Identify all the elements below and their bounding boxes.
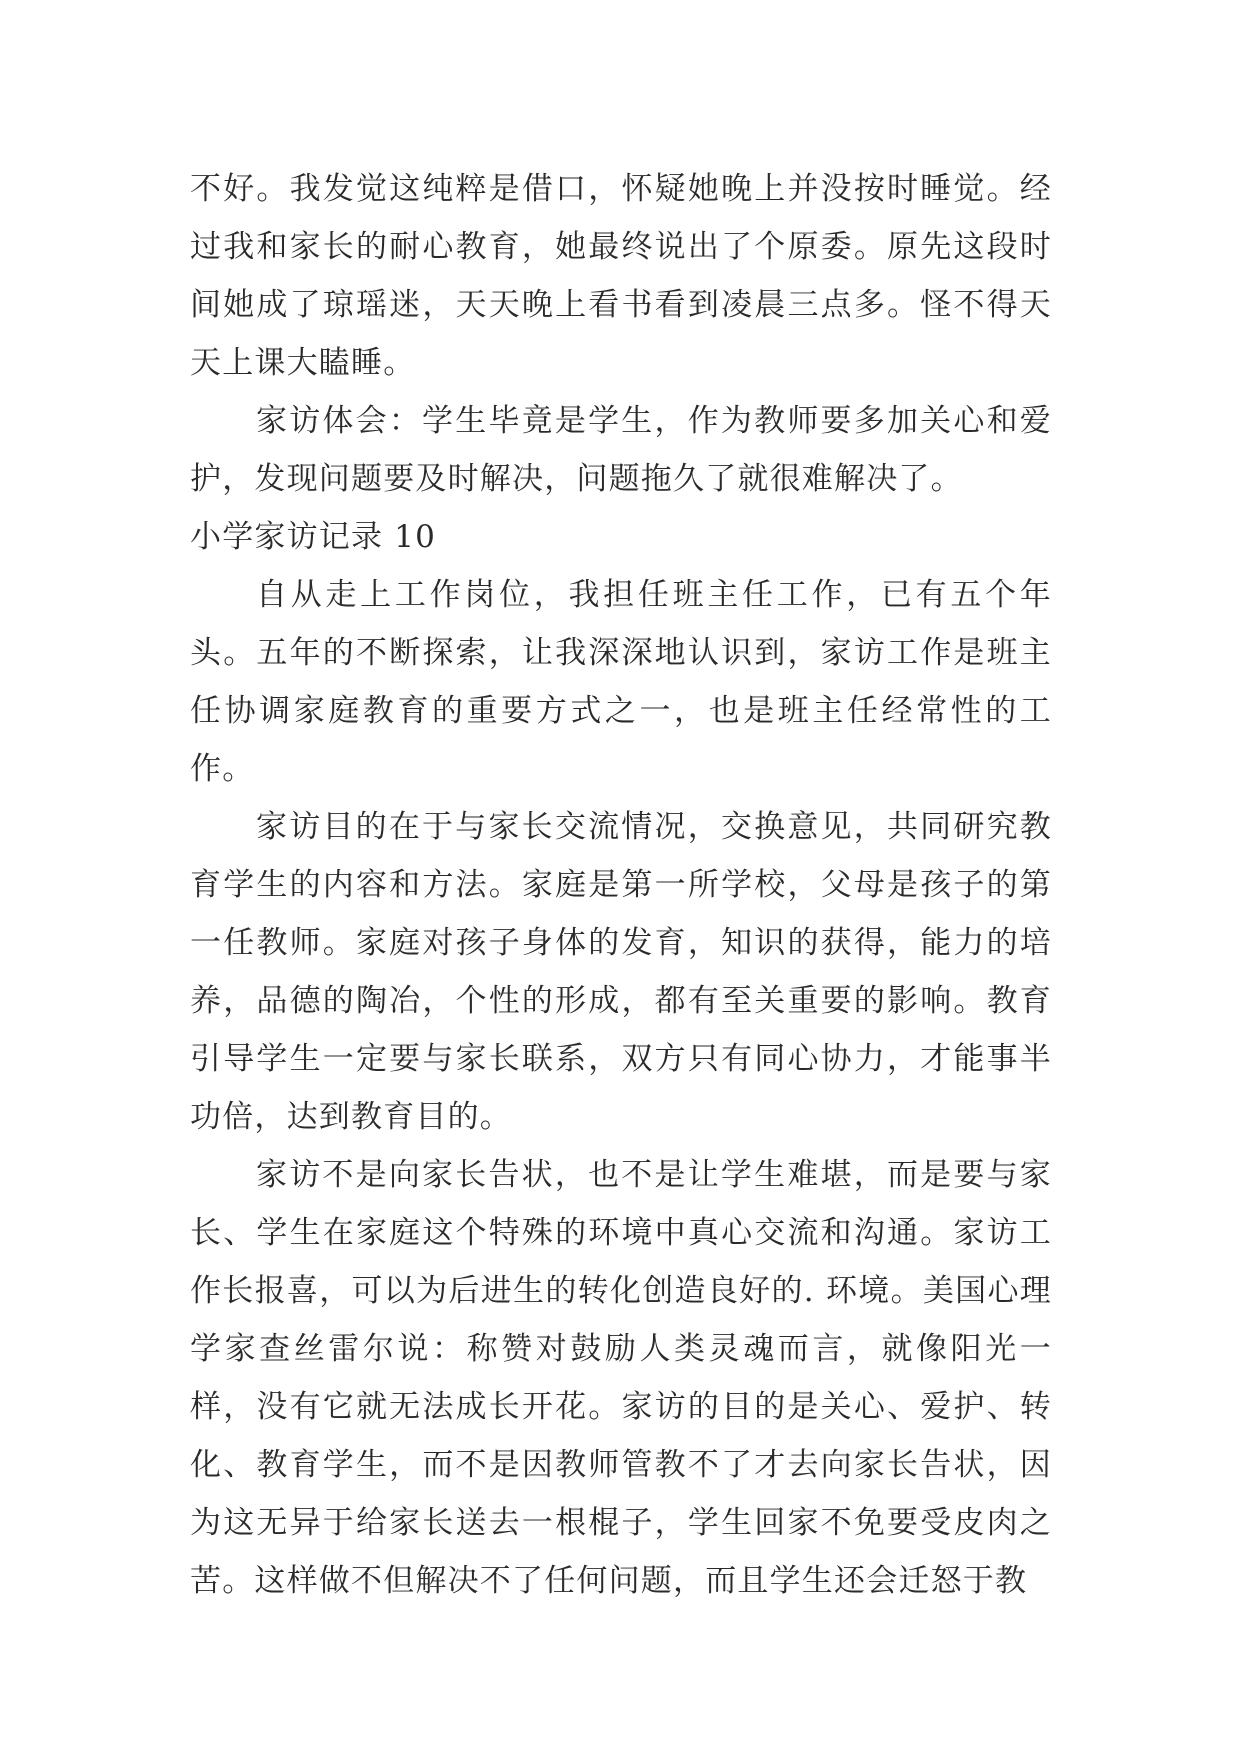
paragraph-purpose: 家访目的在于与家长交流情况，交换意见，共同研究教育学生的内容和方法。家庭是第一所学校，父母是孩子的第一任教师。家庭对孩子身体的发育，知识的获得，能力的培养，品德的陶冶，个性的形成，都有至关重要的影响。教育引导学生一定要与家长联系，双方只有同心协力，才能事半功倍，达到教育目的。 [190,809,1052,1135]
document-body [190,160,1052,1610]
section-title: 小学家访记录 10 [190,519,437,555]
paragraph-approach: 家访不是向家长告状，也不是让学生难堪，而是要与家长、学生在家庭这个特殊的环境中真心交流和沟通。家访工作长报喜，可以为后进生的转化创造良好的. 环境。美国心理学家查丝雷尔说：称赞对鼓励人类灵魂而言，就像阳光一样，没有它就无法成长开花。家访的目的是关心、爱护、转化、教育学生，而不是因教师管教不了才去向家长告状，因为这无异于给家长送去一根棍子，学生回家不免要受皮肉之苦。这样做不但解决不了任何问题，而且学生还会迁怒于教 [190,1157,1052,1599]
paragraph-intro: 自从走上工作岗位，我担任班主任工作，已有五个年头。五年的不断探索，让我深深地认识到，家访工作是班主任协调家庭教育的重要方式之一，也是班主任经常性的工作。 [190,577,1052,787]
paragraph-home-visit-reflection: 家访体会：学生毕竟是学生，作为教师要多加关心和爱护，发现问题要及时解决，问题拖久了就很难解决了。 [190,403,1052,497]
paragraph-continued: 不好。我发觉这纯粹是借口，怀疑她晚上并没按时睡觉。经过我和家长的耐心教育，她最终说出了个原委。原先这段时间她成了琼瑶迷，天天晚上看书看到凌晨三点多。怪不得天天上课大瞌睡。 [190,171,1052,381]
